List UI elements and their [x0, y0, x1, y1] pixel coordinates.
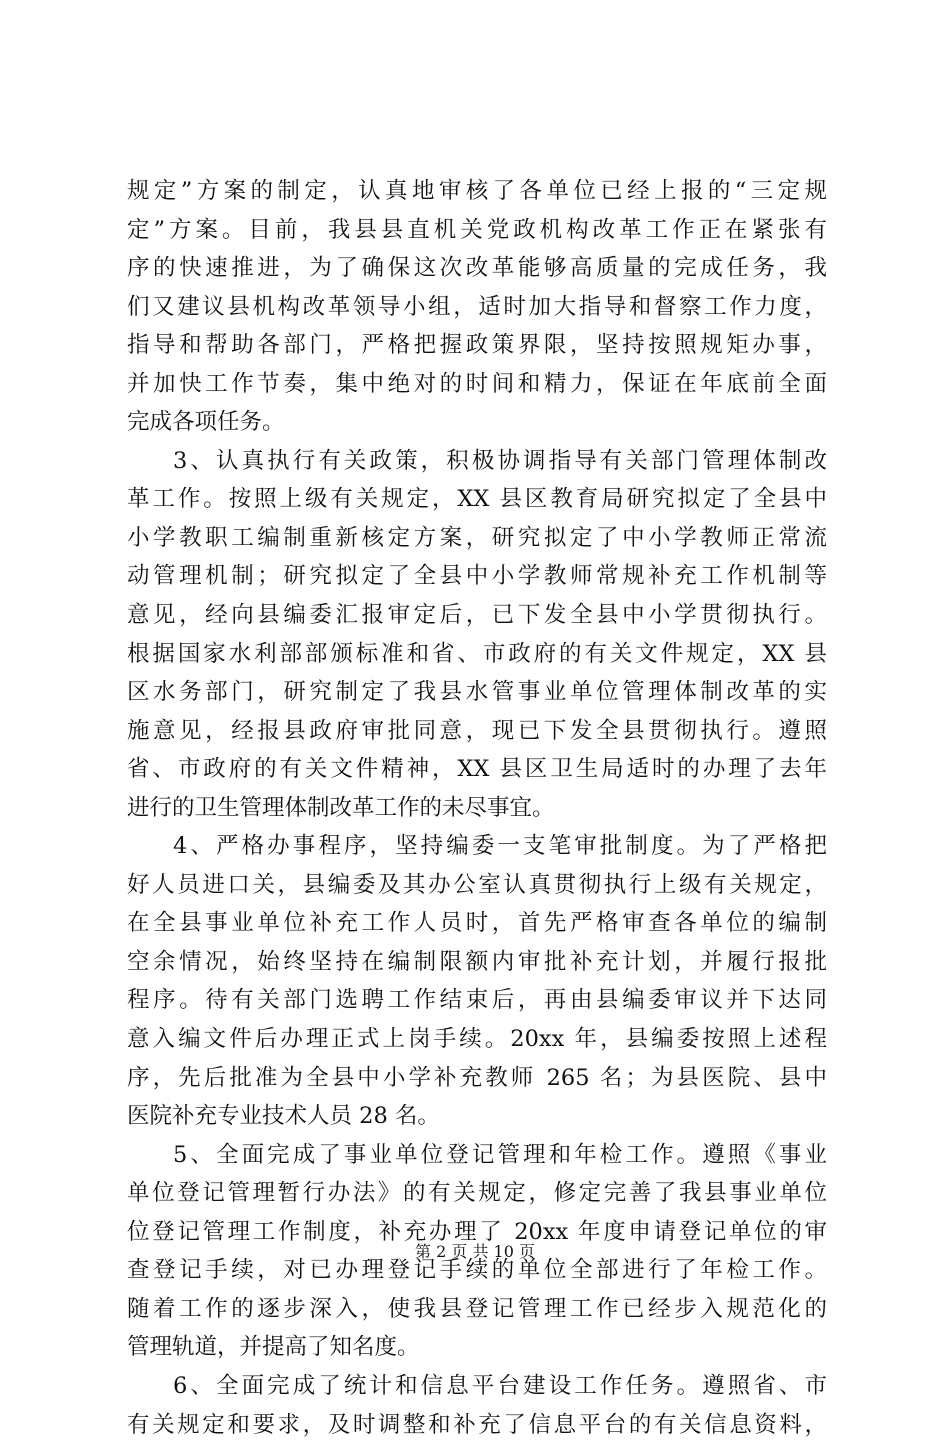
text-line: 并加快工作节奏，集中绝对的时间和精力，保证在年底前全面 [127, 365, 827, 404]
text-line: 随着工作的逐步深入，使我县登记管理工作已经步入规范化的 [127, 1290, 827, 1329]
text-line: 6、全面完成了统计和信息平台建设工作任务。遵照省、市 [127, 1367, 827, 1406]
text-line: 们又建议县机构改革领导小组，适时加大指导和督察工作力度， [127, 288, 827, 327]
text-line: 完成各项任务。 [127, 403, 827, 442]
text-line: 有关规定和要求，及时调整和补充了信息平台的有关信息资料， [127, 1406, 827, 1444]
text-line: 3、认真执行有关政策，积极协调指导有关部门管理体制改 [127, 442, 827, 481]
text-line: 序，先后批准为全县中小学补充教师 265 名；为县医院、县中 [127, 1059, 827, 1098]
text-line: 程序。待有关部门选聘工作结束后，再由县编委审议并下达同 [127, 981, 827, 1020]
text-line: 区水务部门，研究制定了我县水管事业单位管理体制改革的实 [127, 673, 827, 712]
page-footer: 第 2 页 共 10 页 [0, 1240, 950, 1264]
text-line: 序的快速推进，为了确保这次改革能够高质量的完成任务，我 [127, 249, 827, 288]
text-line: 规定”方案的制定，认真地审核了各单位已经上报的“三定规 [127, 172, 827, 211]
text-line: 位登记管理工作制度，补充办理了 20xx 年度申请登记单位的审 [127, 1213, 827, 1252]
text-line: 小学教职工编制重新核定方案，研究拟定了中小学教师正常流 [127, 519, 827, 558]
text-line: 施意见，经报县政府审批同意，现已下发全县贯彻执行。遵照 [127, 712, 827, 751]
text-line: 指导和帮助各部门，严格把握政策界限，坚持按照规矩办事， [127, 326, 827, 365]
text-line: 动管理机制；研究拟定了全县中小学教师常规补充工作机制等 [127, 557, 827, 596]
text-line: 单位登记管理暂行办法》的有关规定，修定完善了我县事业单位 [127, 1174, 827, 1213]
text-line: 省、市政府的有关文件精神，XX 县区卫生局适时的办理了去年 [127, 750, 827, 789]
text-line: 管理轨道，并提高了知名度。 [127, 1328, 827, 1367]
text-line: 革工作。按照上级有关规定，XX 县区教育局研究拟定了全县中 [127, 480, 827, 519]
text-line: 好人员进口关，县编委及其办公室认真贯彻执行上级有关规定， [127, 866, 827, 905]
text-line: 医院补充专业技术人员 28 名。 [127, 1097, 827, 1136]
text-line: 意见，经向县编委汇报审定后，已下发全县中小学贯彻执行。 [127, 596, 827, 635]
text-line: 进行的卫生管理体制改革工作的未尽事宜。 [127, 789, 827, 828]
text-line: 空余情况，始终坚持在编制限额内审批补充计划，并履行报批 [127, 943, 827, 982]
text-line: 定”方案。目前，我县县直机关党政机构改革工作正在紧张有 [127, 211, 827, 250]
text-line: 4、严格办事程序，坚持编委一支笔审批制度。为了严格把 [127, 827, 827, 866]
text-line: 根据国家水利部部颁标准和省、市政府的有关文件规定，XX 县 [127, 635, 827, 674]
text-line: 5、全面完成了事业单位登记管理和年检工作。遵照《事业 [127, 1136, 827, 1175]
text-line: 在全县事业单位补充工作人员时，首先严格审查各单位的编制 [127, 904, 827, 943]
text-line: 意入编文件后办理正式上岗手续。20xx 年，县编委按照上述程 [127, 1020, 827, 1059]
text-line: 查登记手续，对已办理登记手续的单位全部进行了年检工作。 [127, 1251, 827, 1290]
